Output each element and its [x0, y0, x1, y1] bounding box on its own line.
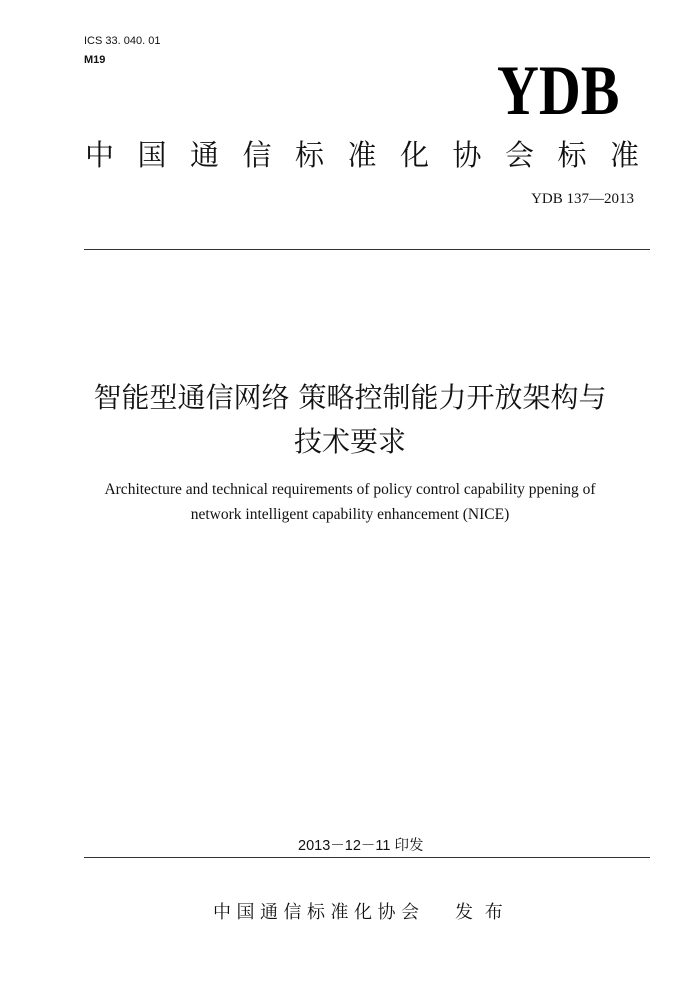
title-en-line-2: network intelligent capability enhancement (NICE) — [190, 506, 510, 523]
category-code: M19 — [84, 54, 106, 66]
ydb-logo: YDB — [497, 50, 620, 131]
title-en-line-1: Architecture and technical requirements of policy control capability ppening of — [104, 481, 596, 498]
issue-date: 2013－12－11 印发 — [298, 838, 424, 854]
standard-number: YDB 137—2013 — [531, 191, 634, 207]
publisher-name: 中国通信标准化协会 — [213, 902, 425, 923]
standard-type-heading: 中国通信标准化协会标准 — [85, 138, 663, 172]
bottom-divider — [84, 857, 650, 858]
ics-code: ICS 33. 040. 01 — [84, 35, 161, 47]
top-divider — [84, 249, 650, 250]
publish-label: 发 布 — [455, 902, 506, 923]
title-zh-line-1: 智能型通信网络 策略控制能力开放架构与 — [93, 381, 607, 414]
title-zh-line-2: 技术要求 — [293, 425, 406, 458]
